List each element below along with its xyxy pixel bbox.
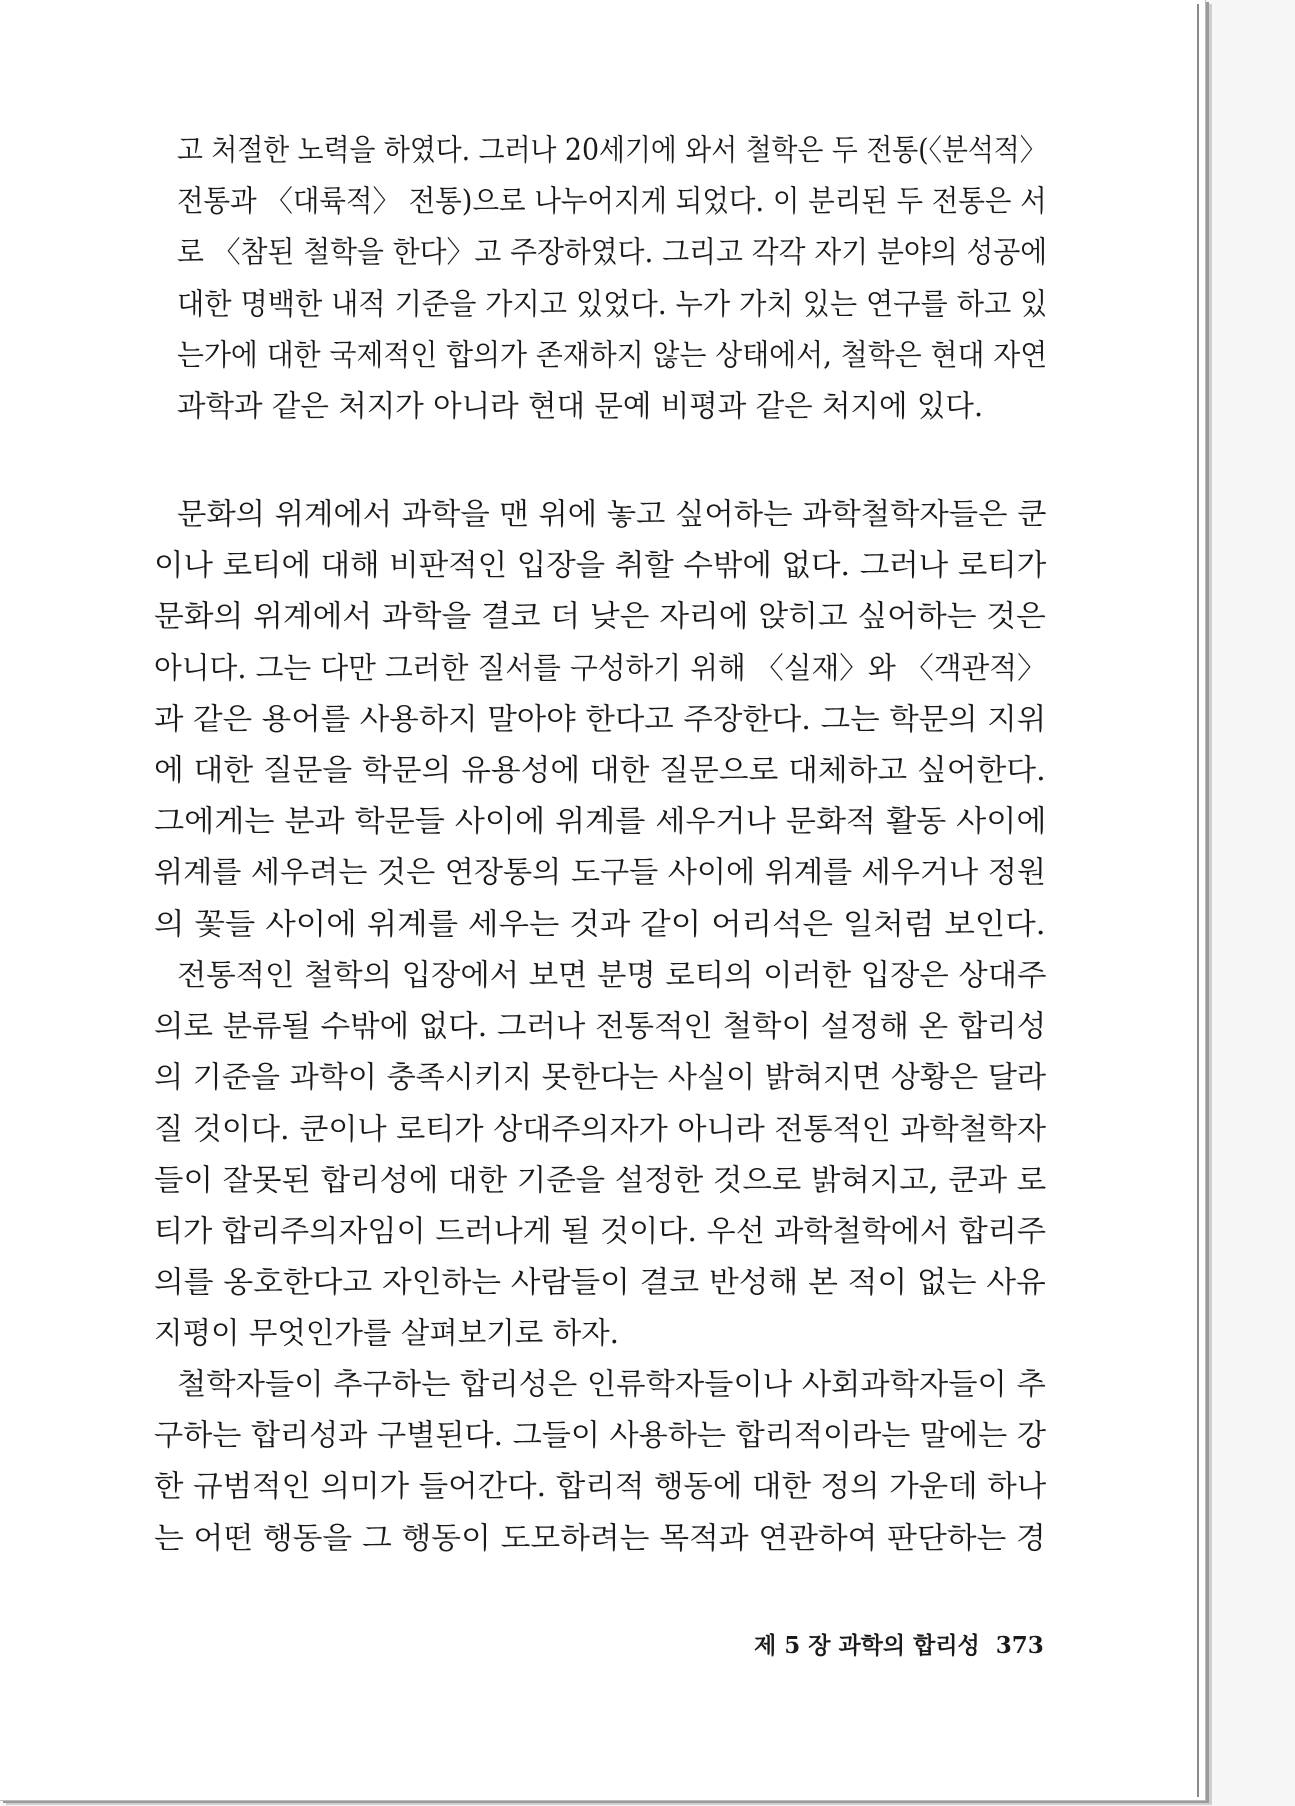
text-line: 그에게는 분과 학문들 사이에 위계를 세우거나 문화적 활동 사이에 (154, 804, 1047, 839)
text-line: 들이 잘못된 합리성에 대한 기준을 설정한 것으로 밝혀지고, 쿤과 로 (154, 1162, 1047, 1197)
chapter-title: 제 5 장 과학의 합리성 (754, 1632, 980, 1659)
text-line: 는 어떤 행동을 그 행동이 도모하려는 목적과 연관하여 판단하는 경 (154, 1520, 1046, 1555)
text-line: 문화의 위계에서 과학을 맨 위에 놓고 싶어하는 과학철학자들은 쿤 (177, 497, 1047, 531)
text-line: 의 기준을 과학이 충족시키지 못한다는 사실이 밝혀지면 상황은 달라 (154, 1060, 1046, 1095)
text-line: 대한 명백한 내적 기준을 가지고 있었다. 누가 가치 있는 연구를 하고 있 (177, 286, 1048, 321)
text-line: 티가 합리주의자임이 드러나게 될 것이다. 우선 과학철학에서 합리주 (154, 1214, 1046, 1248)
text-line: 문화의 위계에서 과학을 결코 더 낮은 자리에 앉히고 싶어하는 것은 (154, 599, 1046, 634)
text-line: 구하는 합리성과 구별된다. 그들이 사용하는 합리적이라는 말에는 강 (154, 1418, 1046, 1453)
text-line: 과학과 같은 처지가 아니라 현대 문예 비평과 같은 처지에 있다. (177, 389, 984, 423)
text-line: 고 처절한 노력을 하였다. 그러나 20세기에 와서 철학은 두 전통(〈분석적〉 (177, 133, 1047, 167)
text-line: 의 꽃들 사이에 위계를 세우는 것과 같이 어리석은 일처럼 보인다. (154, 906, 1046, 941)
text-line: 는가에 대한 국제적인 합의가 존재하지 않는 상태에서, 철학은 현대 자연 (177, 337, 1048, 372)
text-line: 의로 분류될 수밖에 없다. 그러나 전통적인 철학이 설정해 온 합리성 (154, 1009, 1047, 1044)
text-line: 지평이 무엇인가를 살펴보기로 하자. (154, 1316, 619, 1351)
text-line: 이나 로티에 대해 비판적인 입장을 취할 수밖에 없다. 그러나 로티가 (154, 548, 1047, 583)
text-line: 의를 옹호한다고 자인하는 사람들이 결코 반성해 본 적이 없는 사유 (154, 1265, 1046, 1300)
text-line: 전통적인 철학의 입장에서 보면 분명 로티의 이러한 입장은 상대주 (177, 958, 1047, 992)
text-line: 과 같은 용어를 사용하지 말아야 한다고 주장한다. 그는 학문의 지위 (154, 701, 1047, 736)
text-line: 한 규범적인 의미가 들어간다. 합리적 행동에 대한 정의 가운데 하나 (154, 1469, 1047, 1504)
text-line: 위계를 세우려는 것은 연장통의 도구들 사이에 위계를 세우거나 정원 (154, 855, 1046, 890)
text-line: 에 대한 질문을 학문의 유용성에 대한 질문으로 대체하고 싶어한다. (154, 753, 1046, 787)
text-line: 철학자들이 추구하는 합리성은 인류학자들이나 사회과학자들이 추 (177, 1367, 1046, 1401)
text-line: 질 것이다. 쿤이나 로티가 상대주의자가 아니라 전통적인 과학철학자 (154, 1111, 1046, 1146)
page-number: 373 (995, 1632, 1044, 1659)
running-footer (754, 1632, 1044, 1660)
text-line: 전통과 〈대륙적〉 전통)으로 나누어지게 되었다. 이 분리된 두 전통은 서 (177, 184, 1047, 219)
text-line: 로 〈참된 철학을 한다〉고 주장하였다. 그리고 각각 자기 분야의 성공에 (177, 235, 1048, 270)
text-line: 아니다. 그는 다만 그러한 질서를 구성하기 위해 〈실재〉와 〈객관적〉 (154, 650, 1046, 685)
